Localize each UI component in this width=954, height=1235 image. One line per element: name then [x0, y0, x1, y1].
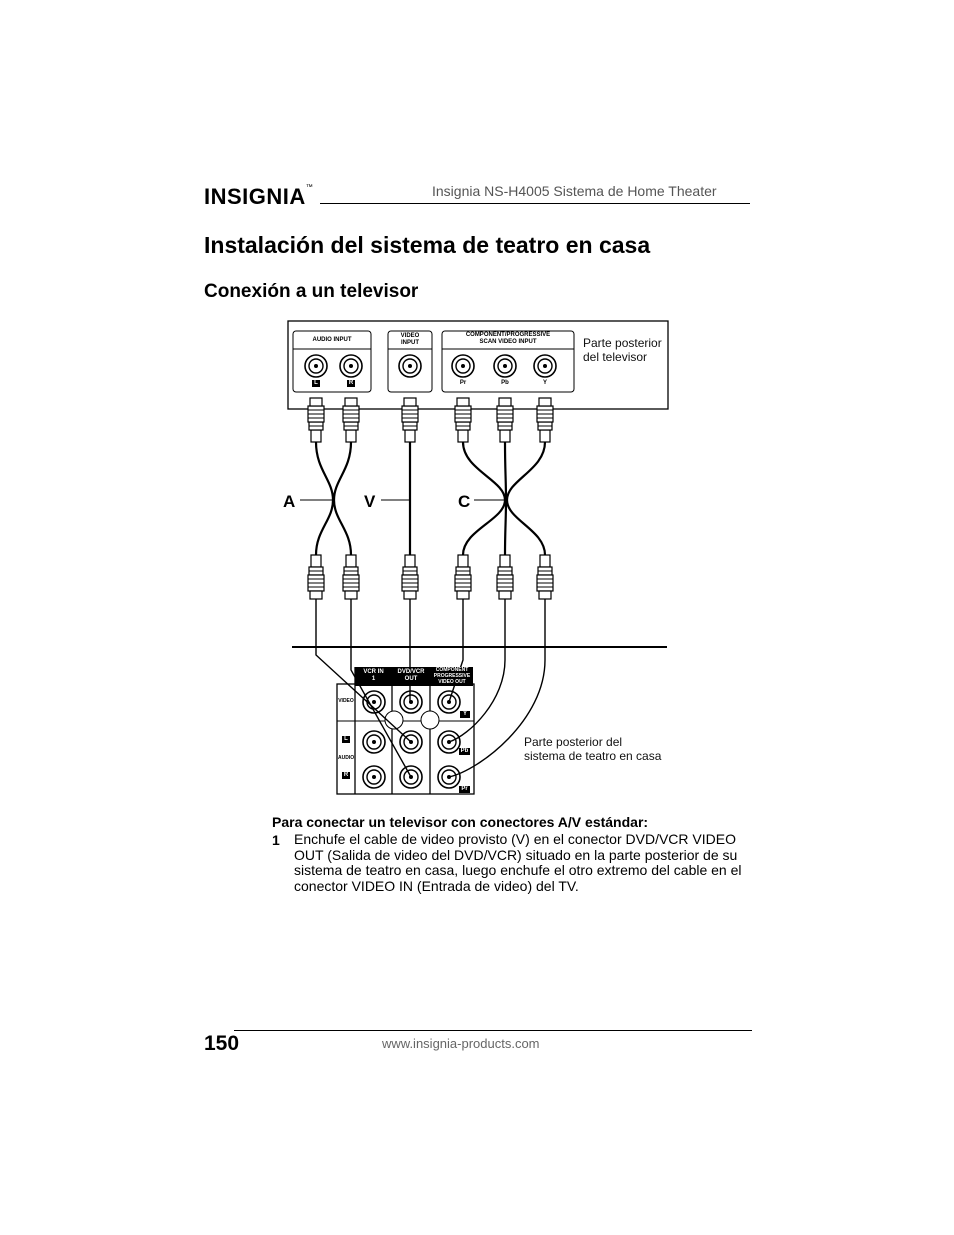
ht-pb-label: Pb: [460, 748, 469, 754]
cable-audio-l: [316, 442, 333, 555]
ht-video-label: VIDEO: [338, 698, 354, 704]
tv-jack-pb: [494, 355, 516, 377]
instructions-heading: Para conectar un televisor con conectores A/V estándar:: [272, 814, 649, 830]
plug-bottom-pb: [497, 555, 513, 599]
footer-url: www.insignia-products.com: [382, 1036, 540, 1051]
tv-jack-video: [399, 355, 421, 377]
plug-top-audio-r: [343, 398, 359, 442]
plug-bottom-pr: [455, 555, 471, 599]
ht-component-line2: PROGRESSIVE: [433, 673, 471, 679]
header-title: Insignia NS-H4005 Sistema de Home Theater: [432, 183, 717, 199]
section-title: Conexión a un televisor: [204, 281, 419, 302]
tv-component-line2: SCAN VIDEO INPUT: [479, 339, 537, 345]
logo-text: INSIGNIA: [204, 184, 306, 209]
ht-jack-dvd-video-out: [400, 691, 422, 713]
tv-jack-label-y: Y: [542, 380, 547, 386]
tv-jack-label-pr: Pr: [459, 380, 467, 386]
plug-bottom-video: [402, 555, 418, 599]
tv-jack-audio-l: [305, 355, 327, 377]
tv-jack-audio-r: [340, 355, 362, 377]
ht-audio-label: AUDIO: [338, 755, 355, 761]
tv-video-input-line2: INPUT: [401, 340, 419, 346]
step-number: 1: [272, 832, 280, 848]
ht-component-line3: VIDEO OUT: [438, 679, 466, 685]
tv-component-line1: COMPONENT/PROGRESSIVE: [465, 332, 551, 338]
plug-top-pb: [497, 398, 513, 442]
tv-audio-input-label: AUDIO INPUT: [312, 337, 352, 343]
ht-pr-label: Pr: [459, 786, 470, 793]
cable-audio-r: [334, 442, 351, 555]
tv-jack-y: [534, 355, 556, 377]
ht-y-label: Y: [460, 711, 470, 718]
ht-vcr-in-line2: 1: [371, 676, 376, 682]
plug-bottom-audio-l: [308, 555, 324, 599]
page-title: Instalación del sistema de teatro en casa: [204, 232, 651, 258]
tv-video-input-line1: VIDEO: [400, 333, 420, 339]
plug-top-audio-l: [308, 398, 324, 442]
tv-video-input-label: [389, 333, 431, 347]
tv-caption: Parte posterior del televisor: [583, 336, 662, 364]
ht-vcr-in-label: [357, 669, 390, 683]
tv-jack-label-l: L: [312, 380, 320, 387]
ht-jack-vcr-audio-r: [363, 766, 385, 788]
cable-label-video: V: [364, 492, 376, 511]
cable-label-component: C: [458, 492, 471, 511]
cable-pb: [505, 442, 506, 555]
plug-bottom-audio-r: [343, 555, 359, 599]
ht-component-line1: COMPONENT: [435, 667, 469, 673]
page-number: 150: [204, 1032, 240, 1055]
tv-jack-label-r: R: [348, 380, 354, 386]
plug-top-pr: [455, 398, 471, 442]
ht-audio-l-label: L: [342, 736, 350, 743]
plug-top-y: [537, 398, 553, 442]
tv-component-label: [444, 332, 572, 346]
cable-label-audio: A: [283, 492, 296, 511]
plug-top-video: [402, 398, 418, 442]
ht-audio-r-label: R: [343, 772, 349, 778]
ht-dvd-vcr-out-label: [394, 669, 428, 683]
tv-jack-pr: [452, 355, 474, 377]
ht-dvd-vcr-line2: OUT: [404, 676, 418, 682]
footer-rule: [234, 1030, 752, 1031]
ht-caption: Parte posterior del sistema de teatro en casa: [524, 735, 662, 763]
ht-component-label: [432, 667, 472, 685]
ht-jack-vcr-audio-l: [363, 731, 385, 753]
ht-vcr-in-line1: VCR IN: [363, 669, 384, 675]
tv-jack-label-pb: Pb: [501, 380, 509, 386]
step-text: Enchufe el cable de video provisto (V) en el conector DVD/VCR VIDEO OUT (Salida de video del DVD/VCR) situado en la parte posterior de su sistema de teatro en casa, luego enchufe el otro extremo del cable en el conector VIDEO IN (Entrada de video) del TV.: [294, 831, 742, 894]
ht-dvd-vcr-line1: DVD/VCR: [397, 669, 425, 675]
logo-trademark: ™: [305, 184, 314, 191]
plug-bottom-y: [537, 555, 553, 599]
cable-y: [507, 442, 545, 555]
